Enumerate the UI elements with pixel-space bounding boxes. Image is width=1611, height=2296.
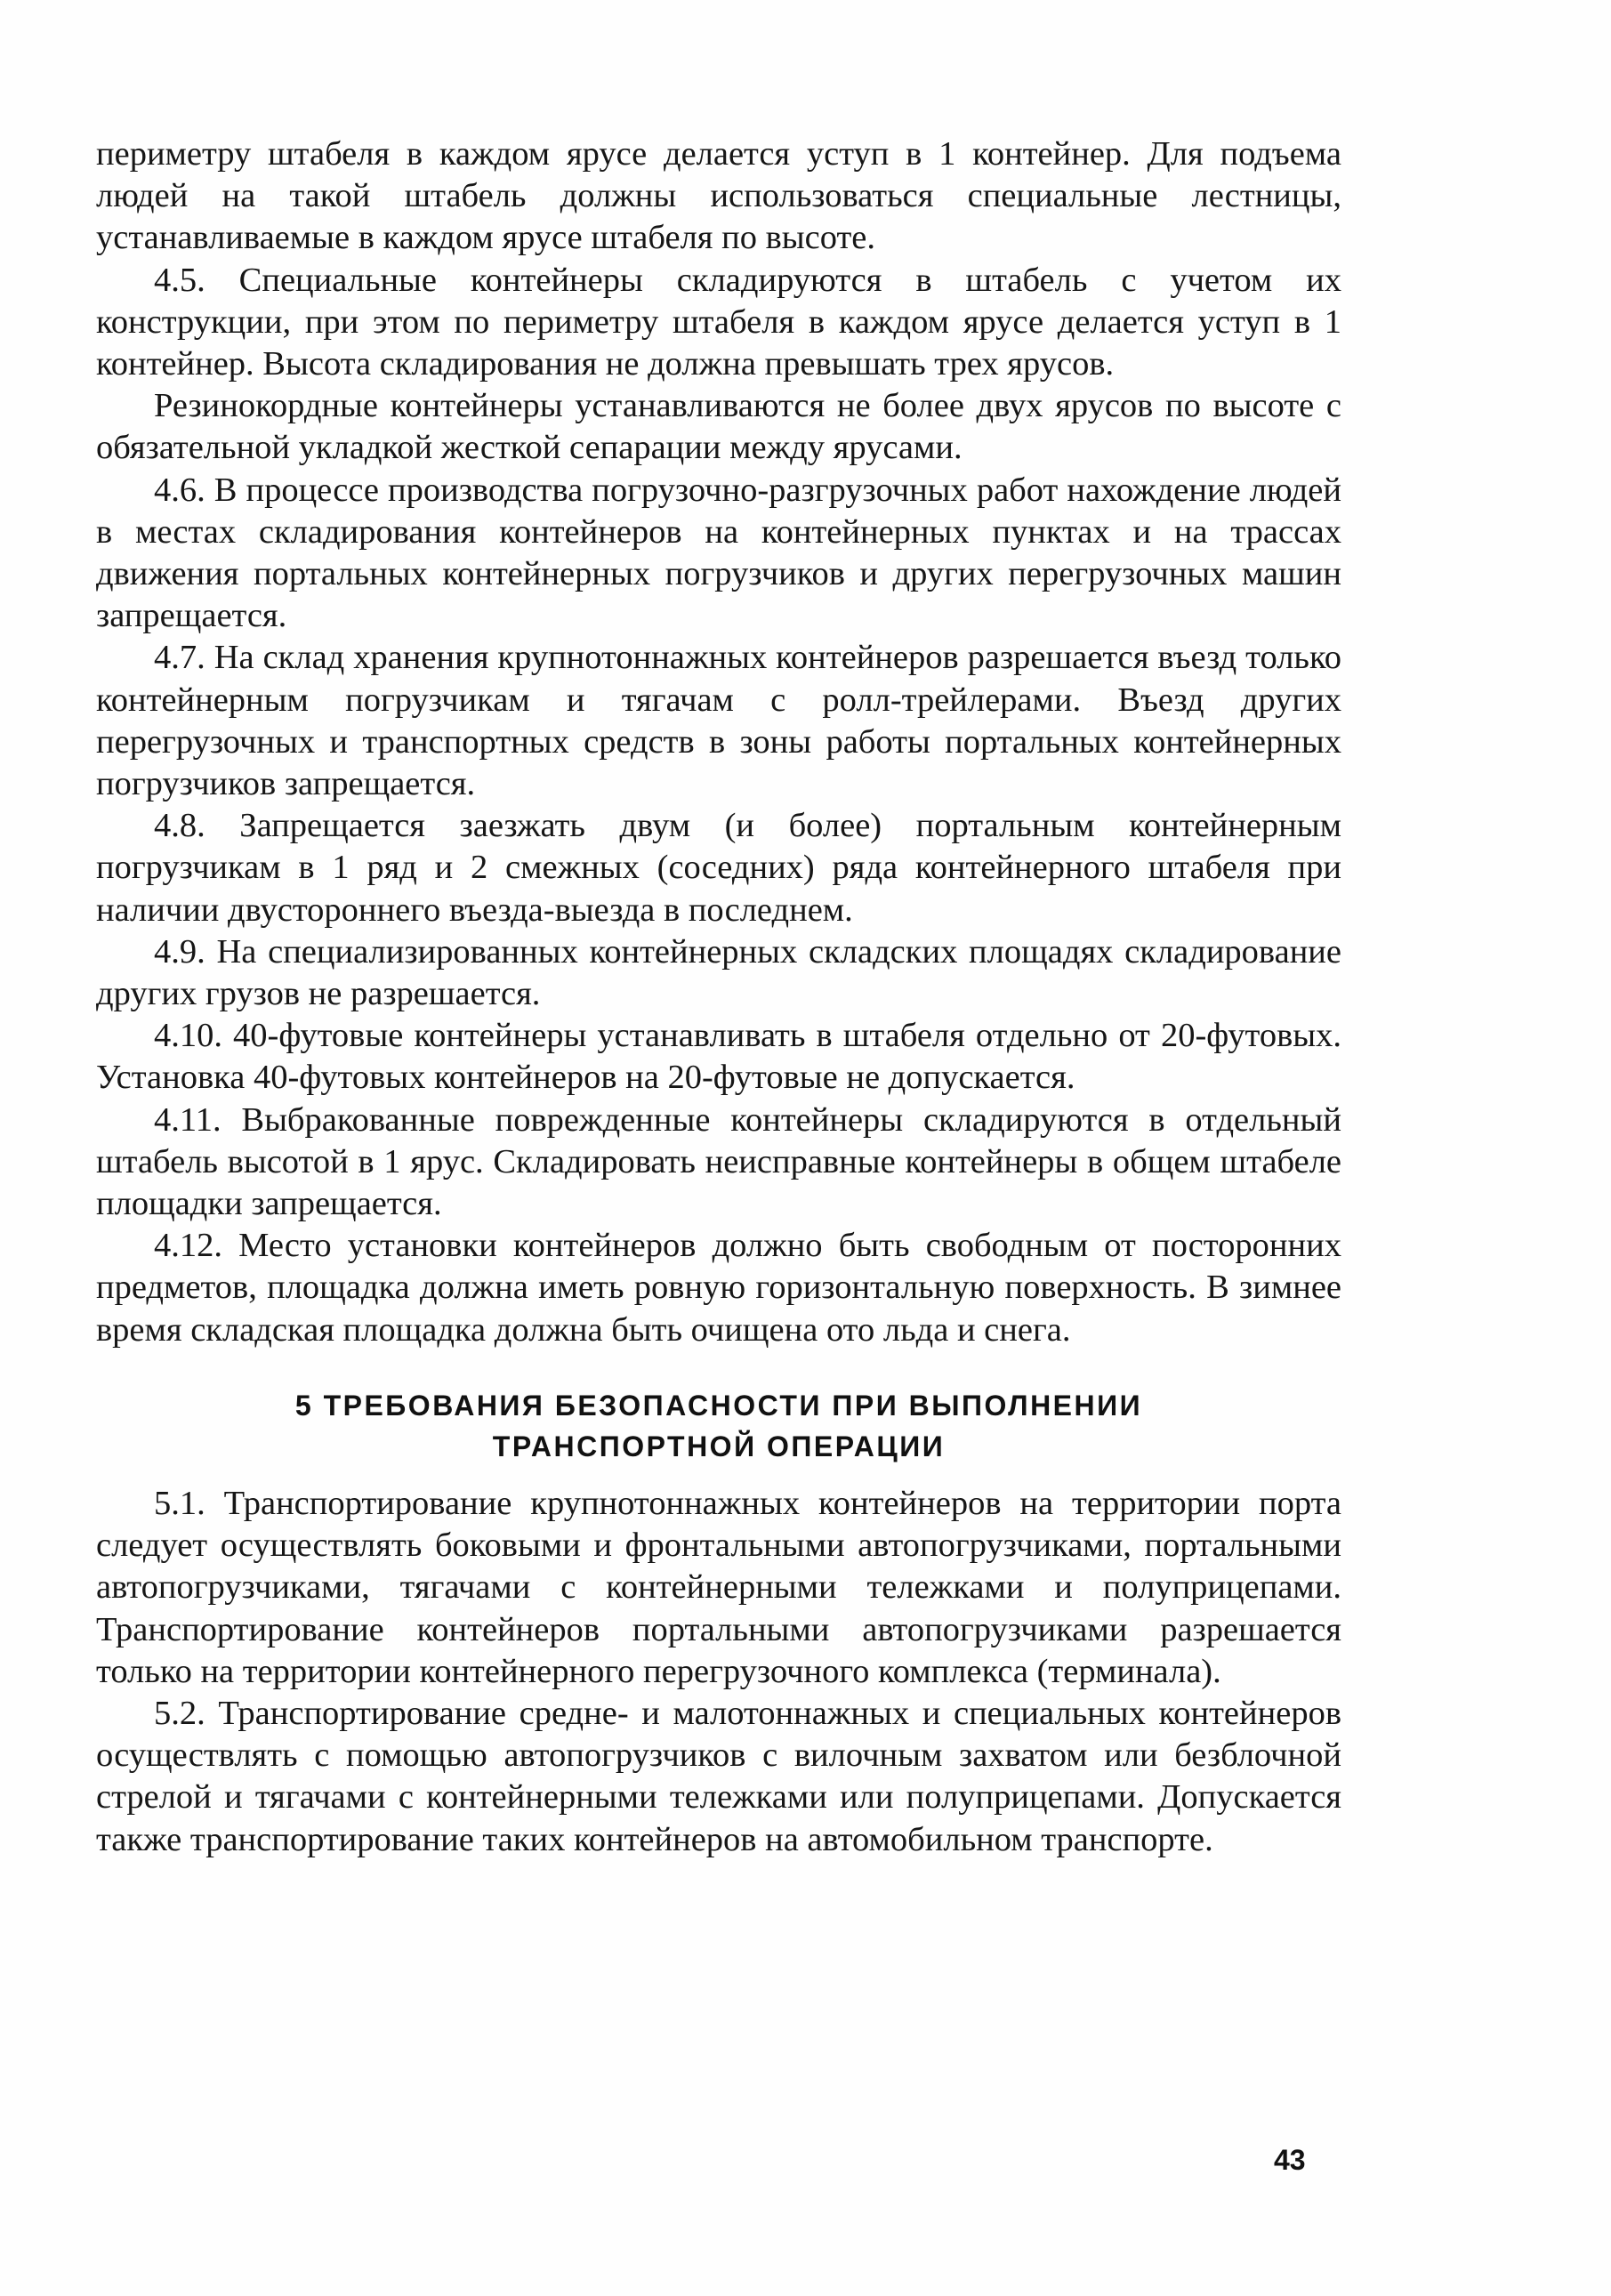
page-number: 43 bbox=[1274, 2144, 1306, 2176]
paragraph-rubber-cord: Резинокордные контейнеры устанавливаются не более двух ярусов по высоте с обязательной укладкой жесткой сепарации между ярусами. bbox=[96, 387, 1341, 467]
paragraph-continuation: периметру штабеля в каждом ярусе делается уступ в 1 контейнер. Для подъема людей на такой штабель должны использоваться специальные лестницы, устанавливаемые в каждом ярусе штабеля по высоте. bbox=[96, 135, 1341, 257]
paragraph-5-1: 5.1. Транспортирование крупнотоннажных контейнеров на территории порта следует осуществлять боковыми и фронтальными автопогрузчиками, портальными автопогрузчиками, тягачами с контейнерными тележками и полуприцепами. Транспортирование контейнеров портальными автопогрузчиками разрешается только на территории контейнерного перегрузочного комплекса (терминала). bbox=[96, 1484, 1341, 1690]
paragraph-4-11: 4.11. Выбракованные поврежденные контейнеры складируются в отдельный штабель высотой в 1 ярус. Складировать неисправные контейнеры в общем штабеле площадки запрещается. bbox=[96, 1100, 1341, 1223]
paragraph-4-12: 4.12. Место установки контейнеров должно быть свободным от посторонних предметов, площадка должна иметь ровную горизонтальную поверхность. В зимнее время складская площадка должна быть очищена ото льда и снега. bbox=[96, 1227, 1341, 1349]
body-text bbox=[96, 133, 1341, 1861]
paragraph-4-6: 4.6. В процессе производства погрузочно-разгрузочных работ нахождение людей в местах складирования контейнеров на контейнерных пунктах и на трассах движения портальных контейнерных погрузчиков и других перегрузочных машин запрещается. bbox=[96, 471, 1341, 635]
section-5-heading-line-1: 5 ТРЕБОВАНИЯ БЕЗОПАСНОСТИ ПРИ ВЫПОЛНЕНИИ bbox=[294, 1389, 1143, 1422]
paragraph-4-5: 4.5. Специальные контейнеры складируются в штабель с учетом их конструкции, при этом по периметру штабеля в каждом ярусе делается уступ в 1 контейнер. Высота складирования не должна превышать трех ярусов. bbox=[96, 261, 1341, 383]
paragraph-4-9: 4.9. На специализированных контейнерных складских площадях складирование других грузов не разрешается. bbox=[96, 932, 1341, 1013]
section-5-heading-line-2: ТРАНСПОРТНОЙ ОПЕРАЦИИ bbox=[492, 1430, 946, 1462]
paragraph-5-2: 5.2. Транспортирование средне- и малотоннажных и специальных контейнеров осуществлять с помощью автопогрузчиков с вилочным захватом или безблочной стрелой и тягачами с контейнерными тележками или полуприцепами. Допускается также транспортирование таких контейнеров на автомобильном транспорте. bbox=[96, 1694, 1341, 1858]
paragraph-4-8: 4.8. Запрещается заезжать двум (и более) портальным контейнерным погрузчикам в 1 ряд и 2 смежных (соседних) ряда контейнерного штабеля при наличии двустороннего въезда-выезда в последнем. bbox=[96, 807, 1341, 929]
paragraph-4-7: 4.7. На склад хранения крупнотоннажных контейнеров разрешается въезд только контейнерным погрузчикам и тягачам с ролл-трейлерами. Въезд других перегрузочных и транспортных средств в зоны работы портальных контейнерных погрузчиков запрещается. bbox=[96, 639, 1341, 803]
section-5-heading bbox=[96, 1385, 1341, 1467]
paragraph-4-10: 4.10. 40-футовые контейнеры устанавливать в штабеля отдельно от 20-футовых. Установка 40-футовых контейнеров на 20-футовые не допускается. bbox=[96, 1017, 1341, 1097]
